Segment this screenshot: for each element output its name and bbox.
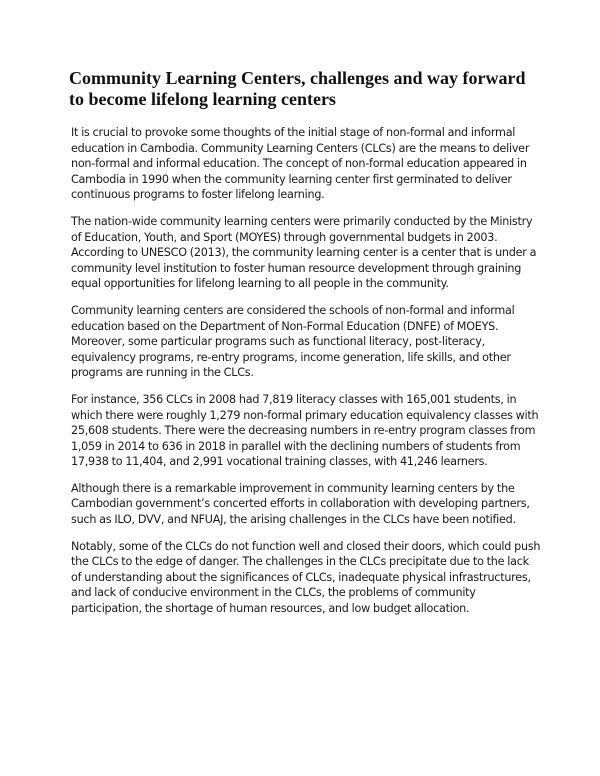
- paragraph-4: For instance, 356 CLCs in 2008 had 7,819 literacy classes with 165,001 students, in which there were roughly 1,279 non-formal primary education equivalency classes with 25,608 students. There were the decreasing numbers in re-entry program classes from 1,059 in 2014 to 636 in 2018 in parallel with the declining numbers of students from 17,938 to 11,404, and 2,991 vocational training classes, with 41,246 learners.: [71, 392, 539, 469]
- document-body: [71, 125, 541, 628]
- paragraph-6: Notably, some of the CLCs do not function well and closed their doors, which could push the CLCs to the edge of danger. The challenges in the CLCs precipitate due to the lack of understanding about the significances of CLCs, inadequate physical infrastructures, and lack of conducive environment in the CLCs, the problems of community participation, the shortage of human resources, and low budget allocation.: [71, 539, 541, 616]
- paragraph-3: Community learning centers are considered the schools of non-formal and informal education based on the Department of Non-Formal Education (DNFE) of MOEYS. Moreover, some particular programs such as functional literacy, post-literacy, equivalency programs, re-entry programs, income generation, life skills, and other programs are running in the CLCs.: [71, 303, 515, 380]
- paragraph-2: The nation-wide community learning centers were primarily conducted by the Ministry of Education, Youth, and Sport (MOYES) through governmental budgets in 2003. According to UNESCO (2013), the community learning center is a center that is under a community level institution to foster human resource development through graining equal opportunities for lifelong learning to all people in the community.: [71, 214, 537, 291]
- document-title: Community Learning Centers, challenges and way forward to become lifelong learning centers: [69, 68, 526, 109]
- paragraph-1: It is crucial to provoke some thoughts of the initial stage of non-formal and informal education in Cambodia. Community Learning Centers (CLCs) are the means to deliver non-formal and informal education. The concept of non-formal education appeared in Cambodia in 1990 when the community learning center first germinated to deliver continuous programs to foster lifelong learning.: [71, 126, 530, 202]
- paragraph-5: Although there is a remarkable improvement in community learning centers by the Cambodian government’s concerted efforts in collaboration with developing partners, such as ILO, DVV, and NFUAJ, the arising challenges in the CLCs have been notified.: [71, 481, 530, 527]
